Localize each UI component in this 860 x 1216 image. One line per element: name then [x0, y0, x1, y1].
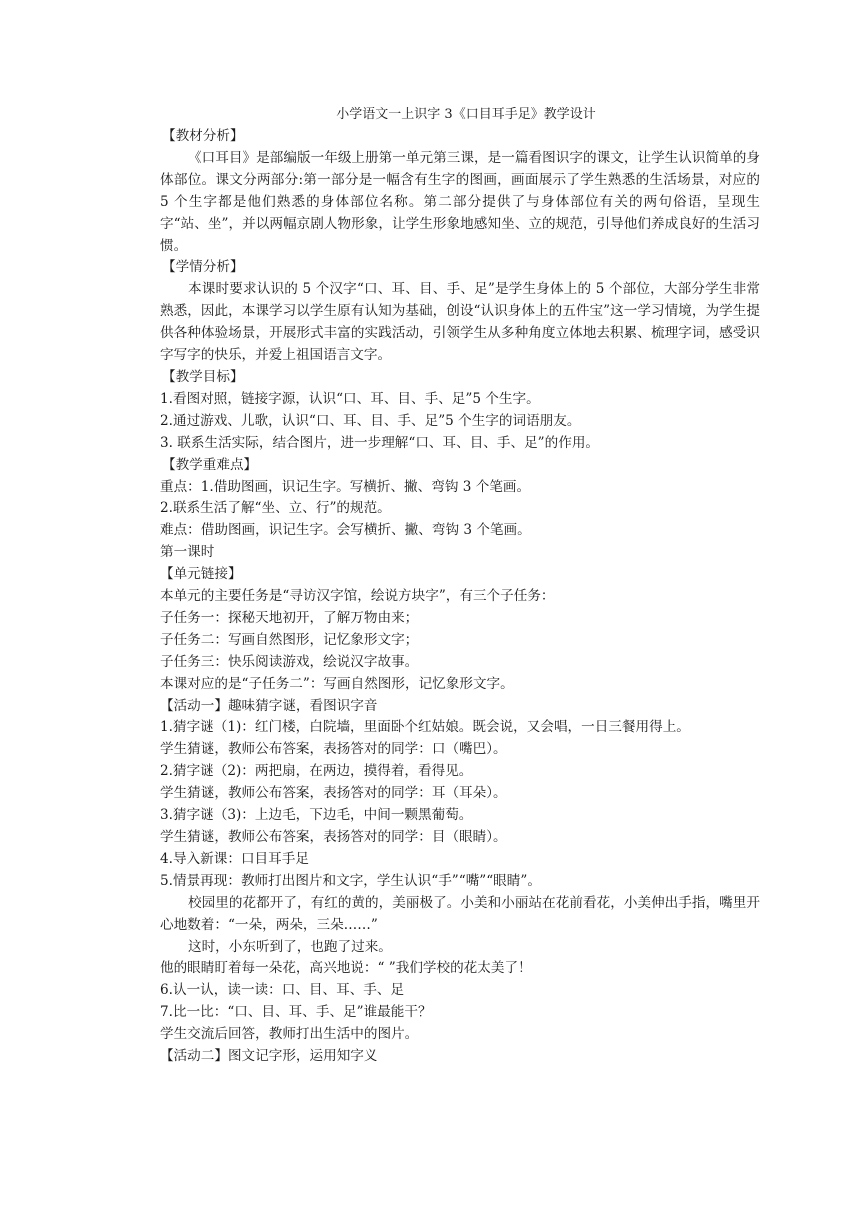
activity1-item: 2.猜字谜（2)：两把扇，在两边，摸得着，看得见。 — [160, 763, 473, 780]
section-heading-goals: 【教学目标】 — [162, 368, 244, 385]
section-heading-activity2 — [160, 1046, 760, 1068]
unit-item: 子任务二：写画自然图形，记忆象形文字； — [160, 631, 419, 648]
unit-item: 本单元的主要任务是“寻访汉字馆，绘说方块字”，有三个子任务： — [160, 588, 555, 605]
activity2-heading-text: 图文记字形，运用知字义 — [227, 1048, 378, 1065]
unit-item: 子任务一：探秘天地初开，了解万物由来； — [160, 609, 419, 626]
keypoint-item: 难点：借助图画，识记生字。会写横折、撇、弯钩 3 个笔画。 — [160, 522, 531, 539]
goal-item: 2.通过游戏、儿歌，认识“口、耳、目、手、足”5 个生字的词语朋友。 — [160, 412, 581, 429]
activity2-heading-tag: 【活动二】 — [160, 1048, 228, 1065]
story-paragraph: 他的眼睛盯着每一朵花，高兴地说：“ ”我们学校的花太美了！ — [160, 960, 532, 977]
section-heading-keypoints: 【教学重难点】 — [162, 456, 258, 473]
activity1-item: 6.认一认，读一读：口、目、耳、手、足 — [160, 982, 405, 999]
section-heading-learners: 【学情分析】 — [162, 259, 244, 276]
activity1-heading-text: 趣味猜字谜，看图识字音 — [227, 697, 378, 714]
activity1-heading-tag: 【活动一】 — [160, 697, 228, 714]
learners-paragraph: 本课时要求认识的 5 个汉字“口、耳、目、手、足”是学生身体上的 5 个部位，大部分学生非常熟悉，因此，本课学习以学生原有认知为基础，创设“认识身体上的五件宝”这一学习情境，为学生提供各种体验场景，开展形式丰富的实践活动，引领学生从多种角度立体地去积累、梳理字词，感受识字写字的快乐，并爱上祖国语言文字。 — [160, 281, 760, 364]
unit-item: 子任务三：快乐阅读游戏，绘说汉字故事。 — [160, 653, 419, 670]
activity1-item: 学生猜谜，教师公布答案，表扬答对的同学：口（嘴巴）。 — [160, 741, 507, 758]
goal-item: 3. 联系生活实际，结合图片，进一步理解“口、耳、目、手、足”的作用。 — [160, 434, 600, 451]
activity1-item: 学生猜谜，教师公布答案，表扬答对的同学：目（眼睛）。 — [160, 829, 507, 845]
story-paragraph: 这时，小东听到了，也跑了过来。 — [188, 938, 392, 955]
keypoint-item: 2.联系生活了解“坐、立、行”的规范。 — [160, 500, 391, 517]
activity1-item: 5.情景再现：教师打出图片和文字，学生认识“手”“嘴”“眼睛”。 — [160, 872, 541, 889]
activity1-item: 1.猜字谜（1)：红门楼，白院墙，里面卧个红姑娘。既会说，又会唱，一日三餐用得上。 — [160, 719, 690, 736]
lesson-label: 第一课时 — [160, 544, 215, 561]
section-heading-materials: 【教材分析】 — [162, 128, 244, 144]
unit-item: 本课对应的是“子任务二”：写画自然图形，记忆象形文字。 — [160, 675, 514, 692]
activity1-item: 3.猜字谜（3)：上边毛，下边毛，中间一颗黑葡萄。 — [160, 807, 473, 824]
goal-item: 1.看图对照，链接字源，认识“口、耳、目、手、足”5 个生字。 — [160, 390, 540, 407]
document-title: 小学语文一上识字 3《口目耳手足》教学设计 — [336, 107, 596, 122]
story-paragraph: 校园里的花都开了，有红的黄的，美丽极了。小美和小丽站在花前看花，小美伸出手指，嘴里开心地数着：“一朵，两朵，三朵……” — [160, 894, 760, 933]
materials-paragraph: 《口耳目》是部编版一年级上册第一单元第三课，是一篇看图识字的课文，让学生认识简单的身体部位。课文分两部分:第一部分是一幅含有生字的图画，画面展示了学生熟悉的生活场景，对应的 5 个生字都是他们熟悉的身体部位名称。第二部分提供了与身体部位有关的两句俗语，呈现生字“站、坐”，并以两幅京剧人物形象，让学生形象地感知坐、立的规范，引导他们养成良好的生活习惯。 — [160, 149, 760, 254]
keypoint-item: 重点：1.借助图画，识记生字。写横折、撇、弯钩 3 个笔画。 — [160, 478, 531, 495]
activity1-item: 学生猜谜，教师公布答案，表扬答对的同学：耳（耳朵）。 — [160, 785, 507, 802]
activity1-item: 4.导入新课：口目耳手足 — [160, 850, 309, 867]
section-heading-activity1 — [160, 696, 760, 718]
section-heading-unit: 【单元链接】 — [160, 566, 242, 583]
activity1-item: 7.比一比：“口、目、耳、手、足”谁最能干？ — [160, 1004, 432, 1021]
activity1-item: 学生交流后回答，教师打出生活中的图片。 — [160, 1026, 419, 1043]
